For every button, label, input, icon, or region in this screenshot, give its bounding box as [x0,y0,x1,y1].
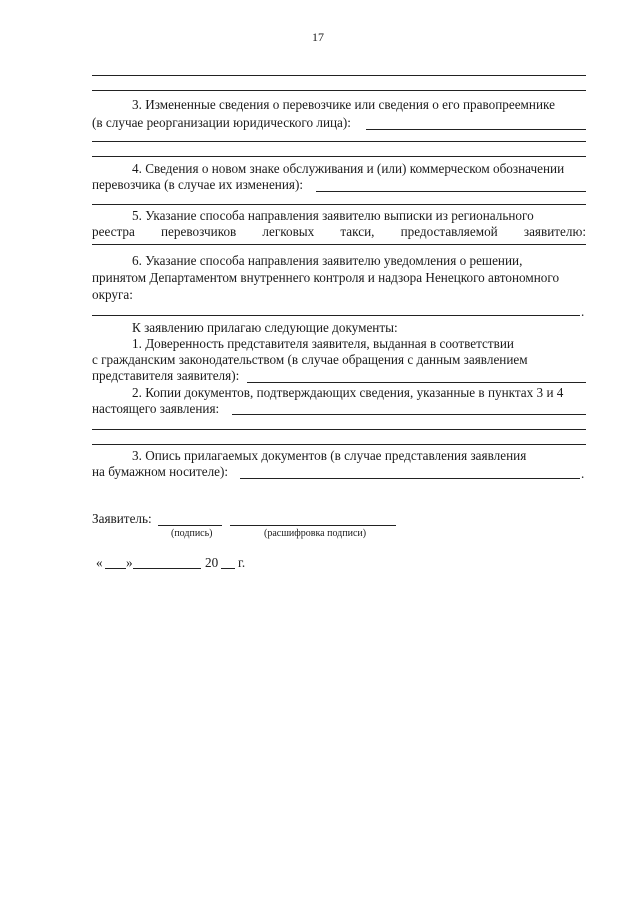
attachment-2-line-2: настоящего заявления: [92,401,220,416]
item-6-line-2: принятом Департаментом внутреннего контроля и надзора Ненецкого автономного [92,270,560,285]
fill-line [366,129,586,130]
signature-decode-line [230,525,396,526]
date-close-quote: » [126,555,133,570]
date-year-line [221,568,235,569]
date-open-quote: « [96,555,103,570]
fill-line [247,382,586,383]
date-year-prefix: 20 [205,555,219,570]
blank-line [92,75,586,76]
item-6-line-3: округа: [92,287,133,302]
blank-line [92,429,586,430]
signature-decode-caption: (расшифровка подписи) [264,528,367,539]
item-5-word: легковых [262,224,315,239]
page-number: 17 [312,30,324,44]
attachment-3-end-mark: . [581,466,585,481]
applicant-label: Заявитель: [92,511,152,526]
fill-line [240,478,580,479]
attachment-2-line-1: 2. Копии документов, подтверждающих сведения, указанные в пунктах 3 и 4 [132,385,564,400]
item-5-word: такси, [340,224,375,239]
item-3-line-1: 3. Измененные сведения о перевозчике или сведения о его правопреемнике [132,97,555,112]
attachment-1-line-2: с гражданским законодательством (в случае обращения с данным заявлением [92,352,528,367]
item-6-line-1: 6. Указание способа направления заявителю уведомления о решении, [132,253,523,268]
item-5-line-1: 5. Указание способа направления заявителю выписки из регионального [132,208,534,223]
attachments-intro: К заявлению прилагаю следующие документы: [132,320,398,335]
signature-caption: (подпись) [171,528,213,539]
item-5-line-2 [92,224,586,240]
attachment-3-line-2: на бумажном носителе): [92,464,229,479]
blank-line [92,90,586,91]
blank-line [92,141,586,142]
attachment-1-line-1: 1. Доверенность представителя заявителя, выданная в соответствии [132,336,514,351]
fill-line [232,414,586,415]
date-year-suffix: г. [238,555,246,570]
item-5-word: перевозчиков [160,224,237,239]
blank-line [92,204,586,205]
blank-line [92,244,586,245]
item-4-line-1: 4. Сведения о новом знаке обслуживания и (или) коммерческом обозначении [132,161,565,176]
fill-line [316,191,586,192]
blank-line [92,315,580,316]
item-5-word: предоставляемой [400,224,498,239]
attachment-3-line-1: 3. Опись прилагаемых документов (в случае представления заявления [132,448,527,463]
date-month-line [133,568,201,569]
date-day-line [105,568,126,569]
item-5-word: реестра [92,224,135,239]
blank-line [92,156,586,157]
item-5-word: заявителю: [523,224,586,239]
blank-line [92,444,586,445]
item-6-end-mark: . [581,304,585,319]
attachment-1-line-3: представителя заявителя): [92,368,240,383]
item-4-line-2: перевозчика (в случае их изменения): [92,177,304,192]
item-3-line-2: (в случае реорганизации юридического лица): [92,115,351,130]
signature-line [158,525,222,526]
